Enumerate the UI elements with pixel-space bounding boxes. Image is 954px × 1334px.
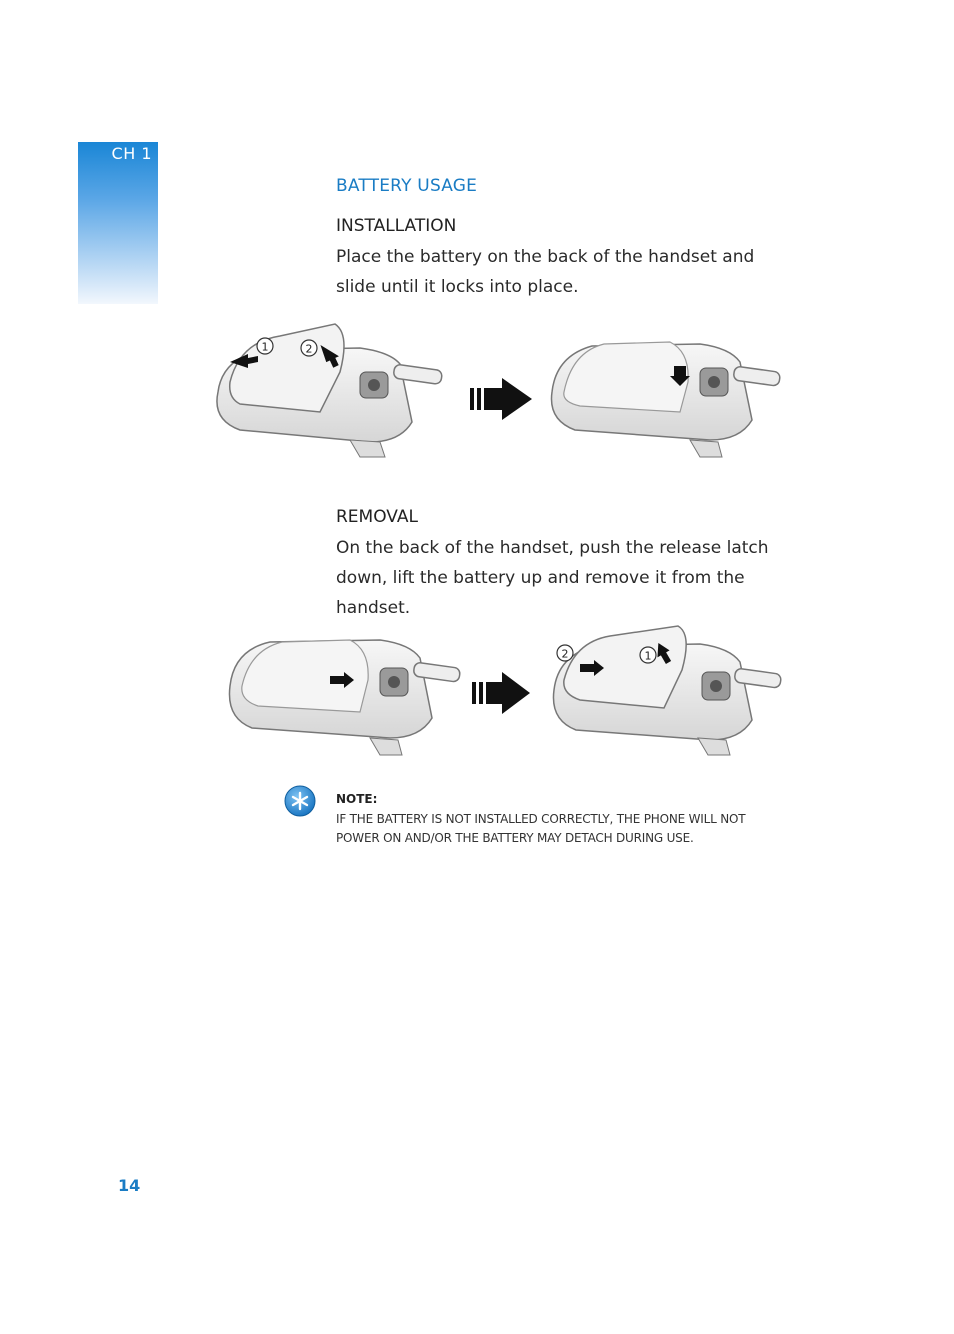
chapter-tab xyxy=(78,142,158,304)
note-text: IF THE BATTERY IS NOT INSTALLED CORRECTLY, THE PHONE WILL NOT POWER ON AND/OR THE BATTERY MAY DETACH DURING USE. xyxy=(336,812,746,845)
phone-with-battery-sliding xyxy=(217,324,443,457)
removal-illustration xyxy=(220,620,800,770)
phone-battery-lifted xyxy=(553,626,781,755)
phone-battery-installed xyxy=(551,342,780,457)
removal-heading: REMOVAL xyxy=(336,507,418,527)
step-1-marker xyxy=(640,647,656,663)
chapter-label: CH 1 xyxy=(111,144,152,163)
page-number: 14 xyxy=(118,1176,141,1195)
step-2-marker xyxy=(557,645,573,661)
svg-text:2: 2 xyxy=(305,342,313,356)
svg-text:1: 1 xyxy=(644,649,652,663)
installation-heading: INSTALLATION xyxy=(336,216,457,236)
svg-text:1: 1 xyxy=(261,340,269,354)
note-label: NOTE: xyxy=(336,792,378,806)
step-2-marker xyxy=(301,340,317,356)
step-1-marker xyxy=(257,338,273,354)
right-arrow-icon xyxy=(470,378,532,420)
removal-text: On the back of the handset, push the release latch down, lift the battery up and remove it from the handset. xyxy=(336,538,769,618)
section-title: BATTERY USAGE xyxy=(336,176,478,196)
right-arrow-icon xyxy=(472,672,530,714)
installation-illustration xyxy=(200,312,800,472)
phone-latch-pushed xyxy=(229,640,460,755)
asterisk-icon xyxy=(284,785,316,817)
installation-text: Place the battery on the back of the handset and slide until it locks into place. xyxy=(336,247,755,297)
svg-text:2: 2 xyxy=(561,647,569,661)
